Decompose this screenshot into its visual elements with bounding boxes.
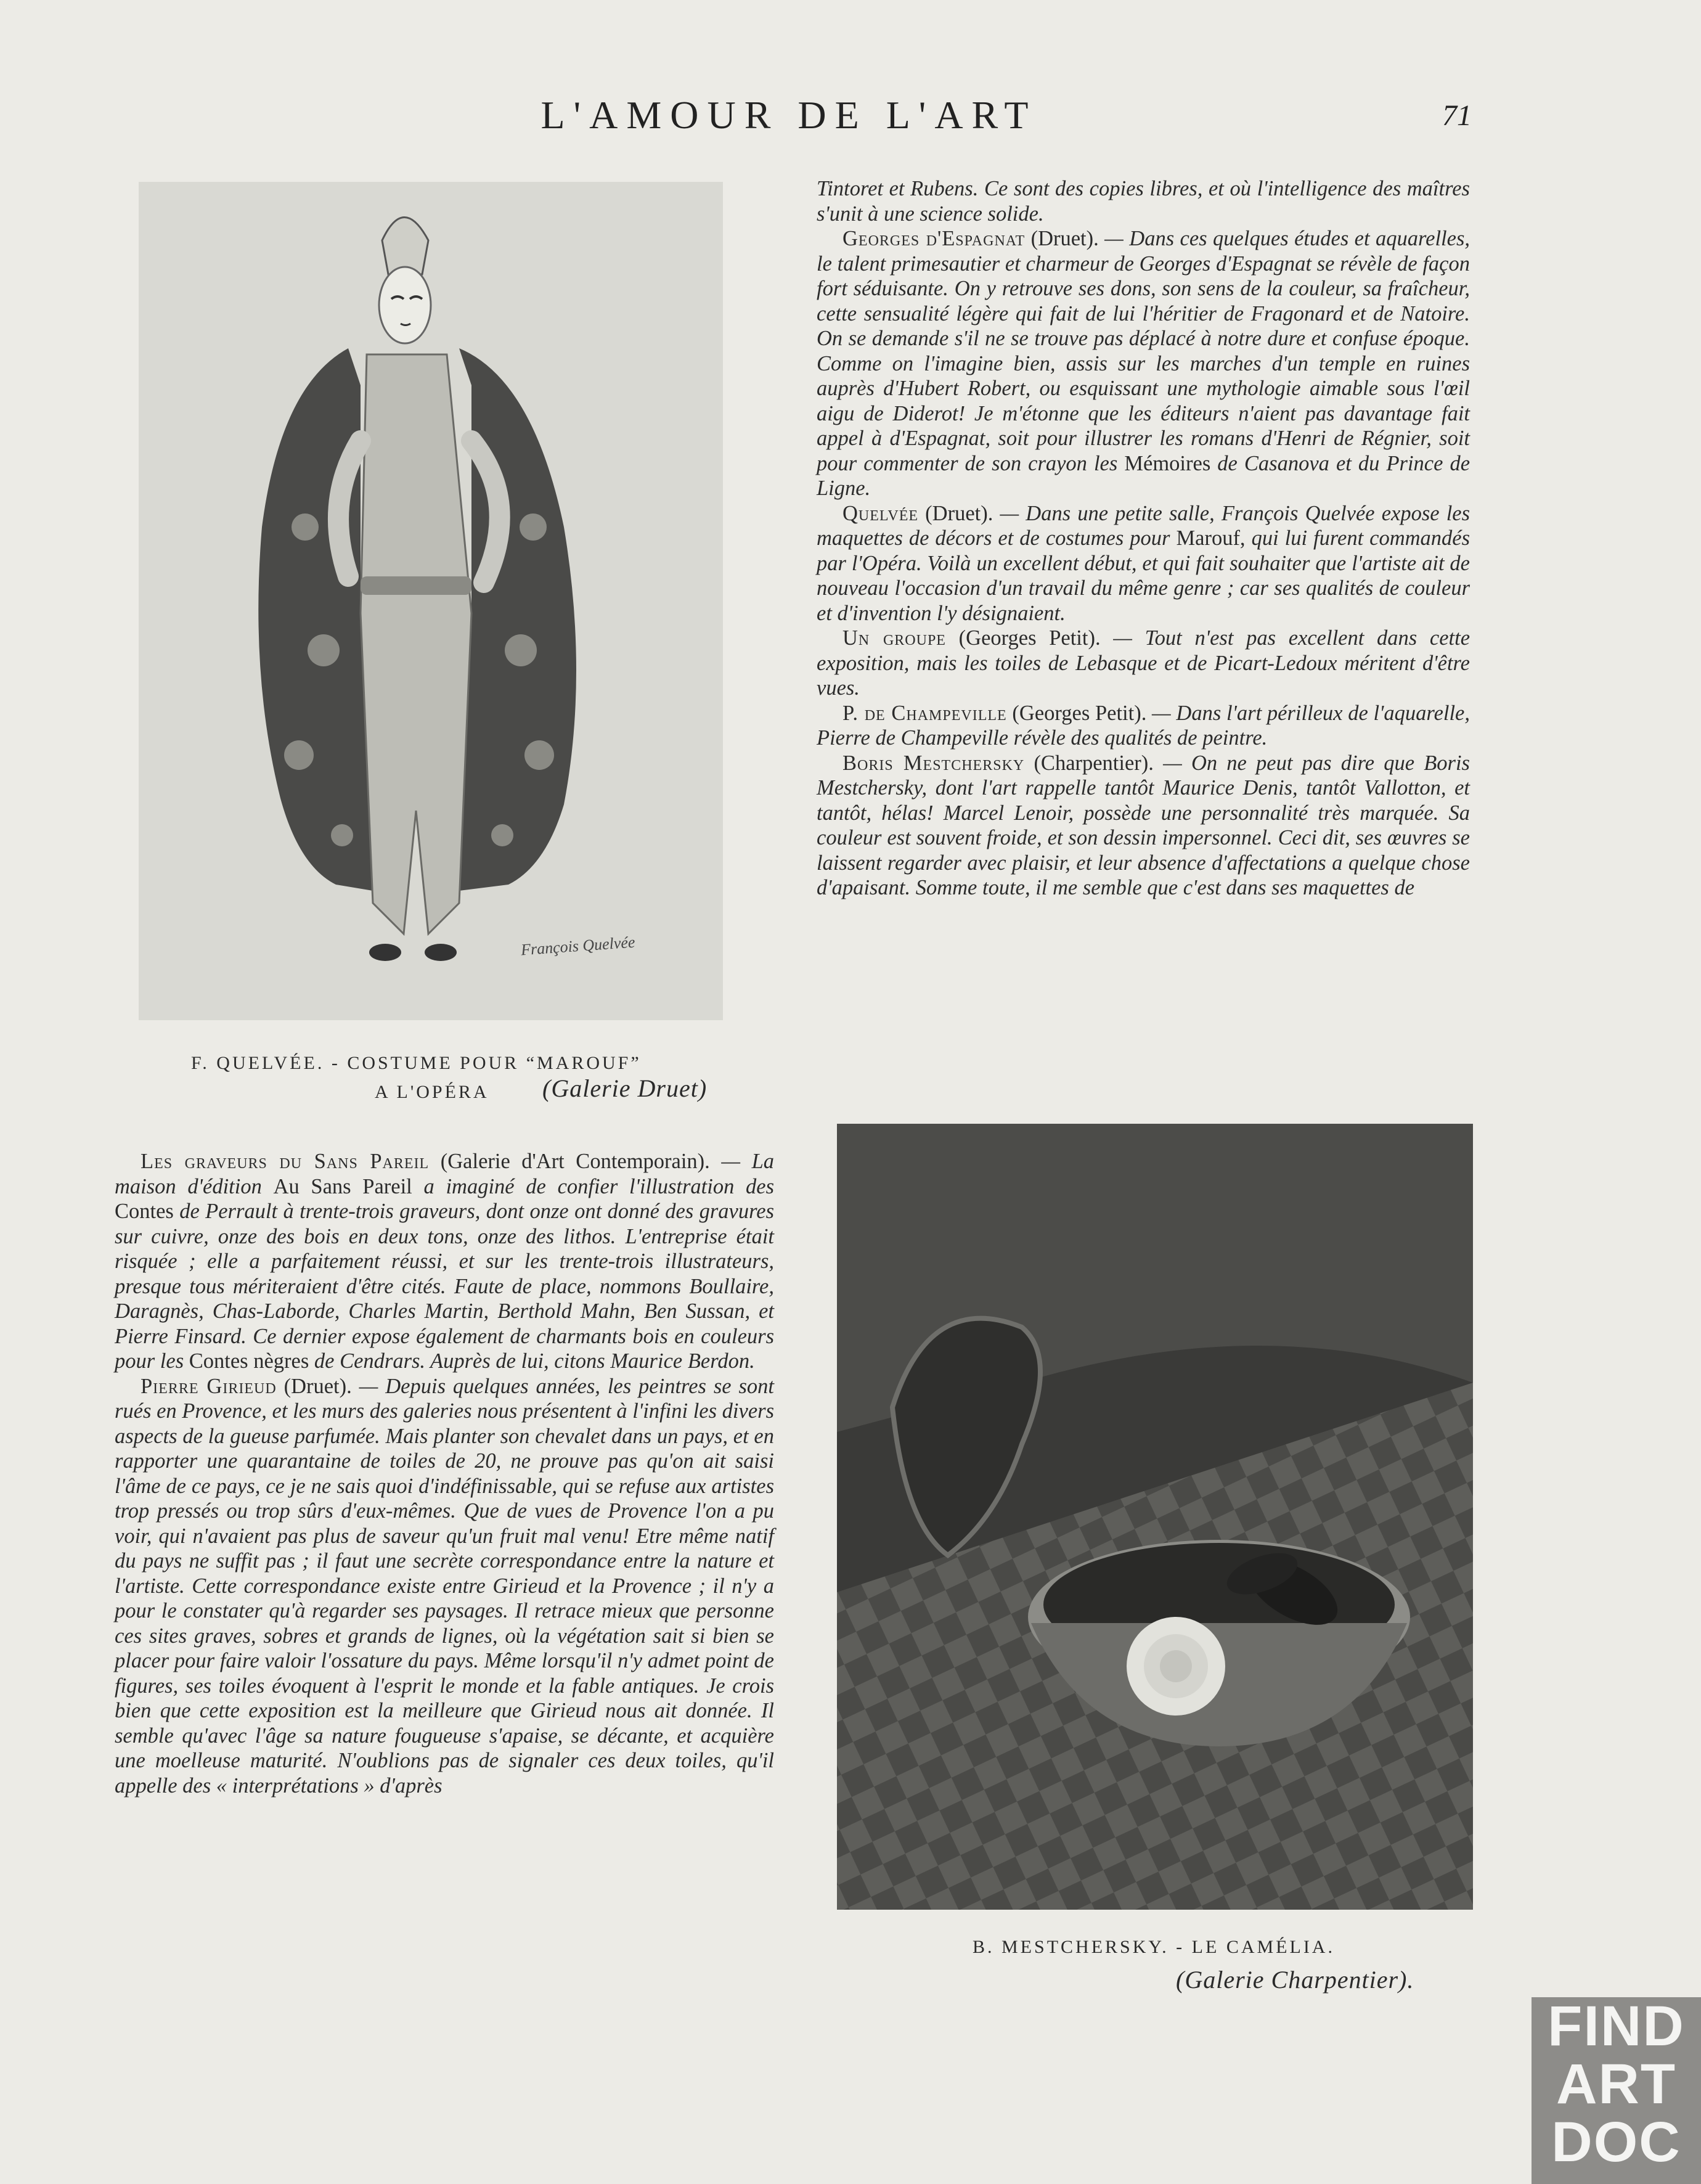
- right-column-text: [817, 176, 1470, 901]
- running-title: L'AMOUR DE L'ART: [540, 93, 1037, 137]
- figure2-caption-source: (Galerie Charpentier).: [1176, 1966, 1414, 1994]
- costume-drawing: [139, 182, 723, 1020]
- logo-line: DOC: [1551, 2111, 1681, 2174]
- paragraph-champeville: P. de Champeville (Georges Petit). — Dans l'art périlleux de l'aquarelle, Pierre de Champeville révèle des qualités de peintre.: [817, 701, 1470, 750]
- costume-illustration: [139, 182, 723, 1020]
- page-number: 71: [1442, 99, 1472, 132]
- paragraph-groupe: Un groupe (Georges Petit). — Tout n'est pas excellent dans cette exposition, mais les toiles de Lebasque et de Picart-Ledoux méritent d'être vues.: [817, 626, 1471, 700]
- camelia-still-life: [837, 1124, 1473, 1910]
- paragraph-quelvee: Quelvée (Druet). — Dans une petite salle, François Quelvée expose les maquettes de décors et de costumes pour Marouf, qui lui furent commandés par l'Opéra. Voilà un excellent début, et qui fait souhaiter que l'artiste ait de nouveau l'occasion d'un travail du même genre ; car ses qualités de couleur et d'invention l'y désignaient.: [817, 501, 1471, 625]
- camelia-painting: [837, 1124, 1473, 1910]
- findartdoc-logo: [1532, 1997, 1701, 2184]
- paragraph: Tintoret et Rubens. Ce sont des copies libres, et où l'intelligence des maîtres s'unit à une science solide.: [817, 177, 1470, 226]
- logo-line: FIND: [1548, 1995, 1685, 2058]
- figure1-caption-line1: F. QUELVÉE. - COSTUME POUR “MAROUF”: [191, 1053, 642, 1073]
- paragraph-graveurs: Les graveurs du Sans Pareil (Galerie d'Art Contemporain). — La maison d'édition Au Sans Pareil a imaginé de confier l'illustration des Contes de Perrault à trente-trois graveurs, dont onze ont donné des gravures sur cuivre, onze des bois en deux tons, onze des lithos. L'entreprise était risquée ; elle a parfaitement réussi, et sur les trente-trois illustrateurs, presque tous mériteraient d'être cités. Faute de place, nommons Boullaire, Daragnès, Chas-Laborde, Charles Martin, Berthold Mahn, Ben Sussan, et Pierre Finsard. Ce dernier expose également de charmants bois en couleurs pour les Contes nègres de Cendrars. Auprès de lui, citons Maurice Berdon.: [115, 1150, 775, 1373]
- artist-signature: François Quelvée: [520, 933, 636, 959]
- paragraph-espagnat: Georges d'Espagnat (Druet). — Dans ces quelques études et aquarelles, le talent primesautier et charmeur de Georges d'Espagnat se révèle de façon fort séduisante. On y retrouve ses dons, son sens de la couleur, sa fraîcheur, cette sensualité légère qui fait de lui l'héritier de Fragonard et de Natoire. On se demande s'il ne se trouve pas déplacé à notre dure et confuse époque. Comme on l'imagine bien, assis sur les marches d'un temple en ruines auprès d'Hubert Robert, ou esquissant une mythologie aimable sous l'œil aigu de Diderot! Je m'étonne que les éditeurs n'aient pas davantage fait appel à d'Espagnat, soit pour illustrer les romans d'Henri de Régnier, soit pour commenter de son crayon les Mémoires de Casanova et du Prince de Ligne.: [817, 227, 1471, 500]
- figure1-caption-source: (Galerie Druet): [542, 1074, 708, 1102]
- paragraph-mestchersky: Boris Mestchersky (Charpentier). — On ne peut pas dire que Boris Mestchersky, dont l'art rappelle tantôt Maurice Denis, tantôt Vallotton, et tantôt, hélas! Marcel Lenoir, possède une personnalité très marquée. Sa couleur est souvent froide, et son dessin impersonnel. Ceci dit, ses œuvres se laissent regarder avec plaisir, et leur absence d'affectations a quelque chose d'apaisant. Somme toute, il me semble que c'est dans ses maquettes de: [817, 751, 1470, 899]
- paragraph-girieud: Pierre Girieud (Druet). — Depuis quelques années, les peintres se sont rués en Provence, et les murs des galeries nous présentent à l'infini les divers aspects de la gueuse parfumée. Mais planter son chevalet dans un pays, et en rapporter une quarantaine de toiles de 20, ne prouve pas qu'on ait saisi l'âme de ce pays, ce je ne sais quoi d'indéfinissable, qui se refuse aux artistes trop pressés ou trop sûrs d'eux-mêmes. Que de vues de Provence l'on a pu voir, qui n'avaient pas plus de saveur qu'un fruit mal venu! Etre même natif du pays ne suffit pas ; il faut une secrète correspondance entre la nature et l'artiste. Cette correspondance existe entre Girieud et la Provence ; il n'y a pour le constater qu'à regarder ses paysages. Il retrace mieux que personne ces sites graves, sobres et grands de lignes, où la végétation sait si bien se placer pour faire valoir l'ossature du pays. Même lorsqu'il n'y admet point de figures, ses toiles évoquent à l'esprit le monde et la fable antiques. Je crois bien que cette exposition est la meilleure que Girieud nous ait donnée. Il semble qu'avec l'âge sa nature fougueuse s'apaise, se décante, et acquière une moelleuse maturité. N'oublions pas de signaler ces deux toiles, qu'il appelle des « interprétations » d'après: [115, 1374, 775, 1798]
- figure2-caption-line1: B. MESTCHERSKY. - LE CAMÉLIA.: [973, 1937, 1335, 1957]
- left-column-text: [115, 1149, 774, 1798]
- logo-line: ART: [1556, 2053, 1677, 2116]
- figure1-caption-line2: A L'OPÉRA: [375, 1082, 489, 1102]
